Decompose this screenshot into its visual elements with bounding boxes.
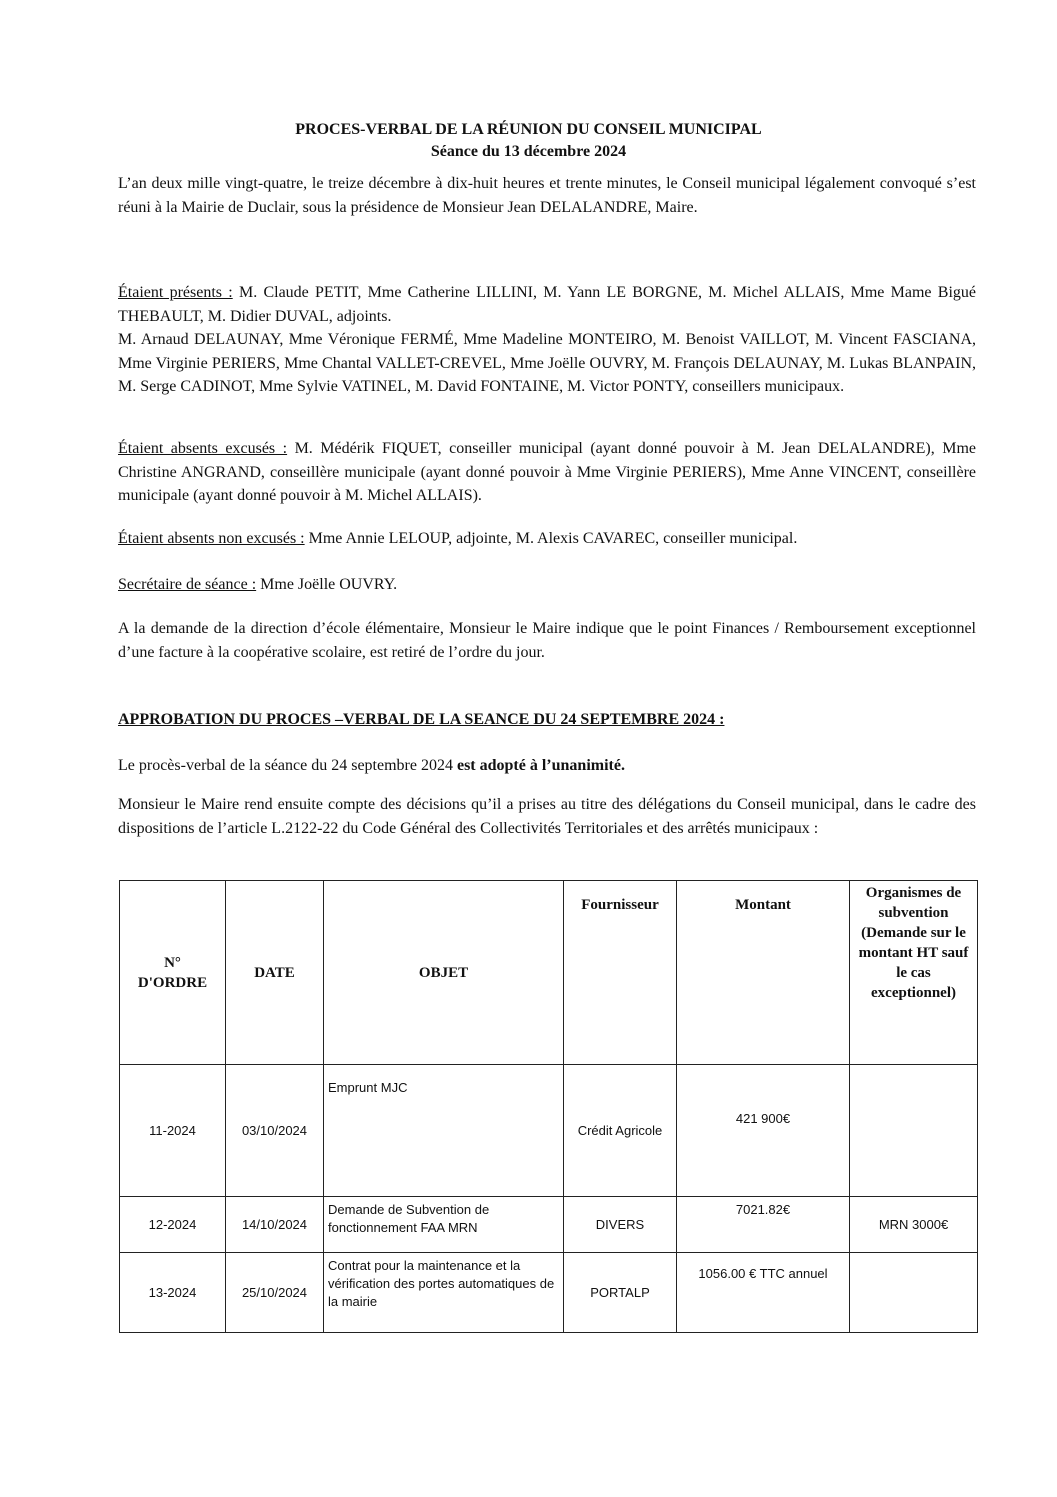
presents-paragraph xyxy=(118,281,976,399)
decisions-intro-paragraph: Monsieur le Maire rend ensuite compte des décisions qu’il a prises au titre des délégations du Conseil municipal, dans le cadre des dispositions de l’article L.2122-22 du Code Général des Collectivités Territoriales et des arrêtés municipaux : xyxy=(118,796,976,837)
absents-excuses-text: M. Médérik FIQUET, conseiller municipal (ayant donné pouvoir à M. Jean DELALANDRE), Mme Christine ANGRAND, conseillère municipale (ayant donné pouvoir à Mme Virginie PERIERS), Mme Anne VINCENT, conseillère municipale (ayant donné pouvoir à M. Michel ALLAIS). xyxy=(118,440,976,504)
cell-date: 14/10/2024 xyxy=(226,1197,324,1253)
cell-organisme: MRN 3000€ xyxy=(850,1197,978,1253)
absents-non-excuses-paragraph xyxy=(118,527,976,551)
table-row xyxy=(120,1197,978,1253)
secretaire-paragraph xyxy=(118,573,976,597)
cell-fournisseur: PORTALP xyxy=(564,1253,677,1333)
header-ordre-line2: D'ORDRE xyxy=(137,974,208,991)
cell-ordre: 11-2024 xyxy=(120,1065,226,1197)
header-montant: Montant xyxy=(677,881,850,1065)
header-ordre xyxy=(120,881,226,1065)
approbation-text-bold: est adopté à l’unanimité. xyxy=(456,757,625,774)
approbation-heading xyxy=(118,708,976,732)
cell-fournisseur: DIVERS xyxy=(564,1197,677,1253)
cell-date: 25/10/2024 xyxy=(226,1253,324,1333)
cell-montant: 7021.82€ xyxy=(677,1197,850,1253)
absents-excuses-paragraph xyxy=(118,437,976,508)
approbation-text xyxy=(118,754,976,778)
cell-objet: Demande de Subvention de fonctionnement FAA MRN xyxy=(324,1197,564,1253)
decisions-table xyxy=(119,880,978,1333)
cell-fournisseur: Crédit Agricole xyxy=(564,1065,677,1197)
cell-date: 03/10/2024 xyxy=(226,1065,324,1197)
cell-ordre: 12-2024 xyxy=(120,1197,226,1253)
table-row xyxy=(120,1065,978,1197)
title-line-1: PROCES-VERBAL DE LA RÉUNION DU CONSEIL MUNICIPAL xyxy=(295,121,762,138)
secretaire-label: Secrétaire de séance : xyxy=(118,576,257,593)
cell-objet: Emprunt MJC xyxy=(324,1065,564,1197)
header-ordre-line1: N° xyxy=(164,954,181,971)
cell-montant: 421 900€ xyxy=(677,1065,850,1197)
header-organismes: Organismes de subvention (Demande sur le montant HT sauf le cas exceptionnel) xyxy=(850,881,978,1065)
presents-label: Étaient présents : xyxy=(118,284,233,301)
intro-paragraph: L’an deux mille vingt-quatre, le treize décembre à dix-huit heures et trente minutes, le Conseil municipal légalement convoqué s’est réuni à la Mairie de Duclair, sous la présidence de Monsieur Jean DELALANDRE, Maire. xyxy=(118,175,976,216)
cell-montant: 1056.00 € TTC annuel xyxy=(677,1253,850,1333)
cell-organisme xyxy=(850,1253,978,1333)
cell-objet: Contrat pour la maintenance et la vérification des portes automatiques de la mairie xyxy=(324,1253,564,1333)
cell-ordre: 13-2024 xyxy=(120,1253,226,1333)
retrait-paragraph: A la demande de la direction d’école élémentaire, Monsieur le Maire indique que le point Finances / Remboursement exceptionnel d’une facture à la coopérative scolaire, est retiré de l’ordre du jour. xyxy=(118,620,976,661)
absents-non-excuses-text: Mme Annie LELOUP, adjointe, M. Alexis CAVAREC, conseiller municipal. xyxy=(304,530,798,547)
absents-excuses-label: Étaient absents excusés : xyxy=(118,440,288,457)
header-objet: OBJET xyxy=(324,881,564,1065)
table-row xyxy=(120,1253,978,1333)
presents-conseillers: M. Arnaud DELAUNAY, Mme Véronique FERMÉ, Mme Madeline MONTEIRO, M. Benoist VAILLOT, M. Vincent FASCIANA, Mme Virginie PERIERS, Mme Chantal VALLET-CREVEL, Mme Joëlle OUVRY, M. François DELAUNAY, M. Lukas BLANPAIN, M. Serge CADINOT, Mme Sylvie VATINEL, M. David FONTAINE, M. Victor PONTY, conseillers municipaux. xyxy=(118,331,976,395)
secretaire-text: Mme Joëlle OUVRY. xyxy=(256,576,398,593)
approbation-text-plain: Le procès-verbal de la séance du 24 septembre 2024 xyxy=(118,757,457,774)
title-line-2: Séance du 13 décembre 2024 xyxy=(430,143,627,160)
absents-non-excuses-label: Étaient absents non excusés : xyxy=(118,530,305,547)
document-title xyxy=(0,119,1057,163)
header-date: DATE xyxy=(226,881,324,1065)
approbation-title: APPROBATION DU PROCES –VERBAL DE LA SEANCE DU 24 SEPTEMBRE 2024 : xyxy=(118,711,725,728)
presents-adjoints: M. Claude PETIT, Mme Catherine LILLINI, M. Yann LE BORGNE, M. Michel ALLAIS, Mme Mame Bigué THEBAULT, M. Didier DUVAL, adjoints. xyxy=(118,284,976,325)
table-header-row xyxy=(120,881,978,1065)
header-fournisseur: Fournisseur xyxy=(564,881,677,1065)
cell-organisme xyxy=(850,1065,978,1197)
